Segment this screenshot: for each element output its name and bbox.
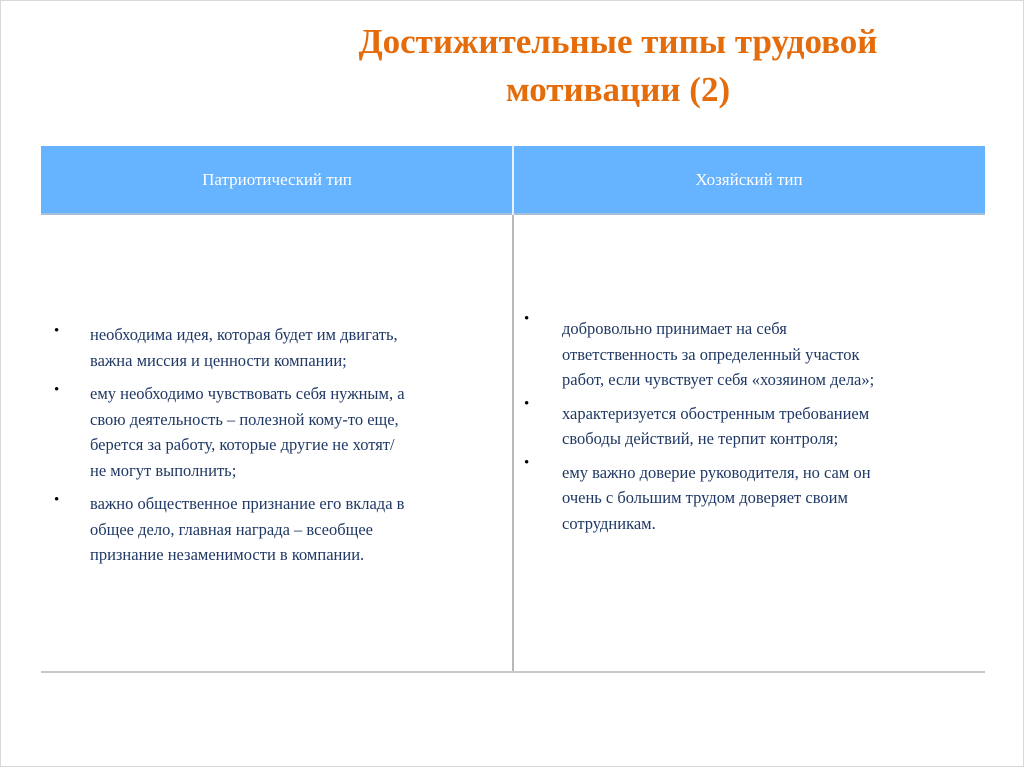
title-line-2: мотивации (2)	[505, 70, 731, 109]
bullet-icon: •	[524, 454, 530, 471]
item-text-line: характеризуется обостренным требованием	[562, 403, 870, 423]
item-text-line: свободы действий, не терпит контроля;	[562, 429, 839, 448]
item-text-line: общее дело, главная награда – всеобщее	[90, 519, 373, 539]
item-text-line: добровольно принимает на себя	[562, 319, 787, 338]
item-text-line: работ, если чувствует себя «хозяином дела»;	[562, 370, 875, 389]
patriotic-list	[54, 322, 405, 576]
item-text-line: признание незаменимости в компании.	[90, 545, 365, 564]
table-bottom-border	[41, 671, 985, 673]
header-patriotic: Патриотический тип	[41, 146, 513, 215]
header-divider	[512, 146, 514, 215]
item-text-line: важна миссия и ценности компании;	[90, 350, 347, 370]
item-text-line: свою деятельность – полезной кому-то еще,	[90, 409, 399, 429]
slide-title	[240, 18, 996, 114]
list-item	[54, 322, 405, 373]
column-divider	[512, 146, 514, 673]
owner-list	[524, 311, 875, 544]
bullet-icon: •	[54, 382, 60, 398]
bullet-icon: •	[54, 492, 60, 508]
list-item	[524, 311, 875, 393]
item-text-line: сотрудникам.	[562, 513, 656, 533]
item-text-line: важно общественное признание его вклада в	[90, 494, 405, 513]
title-line-1: Достижительные типы трудовой	[358, 22, 878, 61]
item-text-line: ему необходимо чувствовать себя нужным, а	[90, 384, 405, 403]
bullet-icon: •	[54, 323, 60, 339]
list-item	[524, 395, 874, 452]
item-text-line: очень с большим трудом доверяет своим	[562, 488, 848, 507]
item-text-line: ему важно доверие руководителя, но сам он	[562, 462, 871, 482]
bullet-icon: •	[524, 395, 530, 412]
header-owner: Хозяйский тип	[513, 146, 985, 215]
list-item	[54, 381, 405, 483]
item-text-line: не могут выполнить;	[90, 460, 237, 480]
item-text-line: необходима идея, которая будет им двигать,	[90, 325, 398, 344]
list-item	[54, 491, 405, 568]
list-item	[524, 454, 874, 537]
bullet-icon: •	[524, 311, 530, 327]
item-text-line: ответственность за определенный участок	[562, 344, 860, 364]
item-text-line: берется за работу, которые другие не хотят/	[90, 435, 395, 454]
